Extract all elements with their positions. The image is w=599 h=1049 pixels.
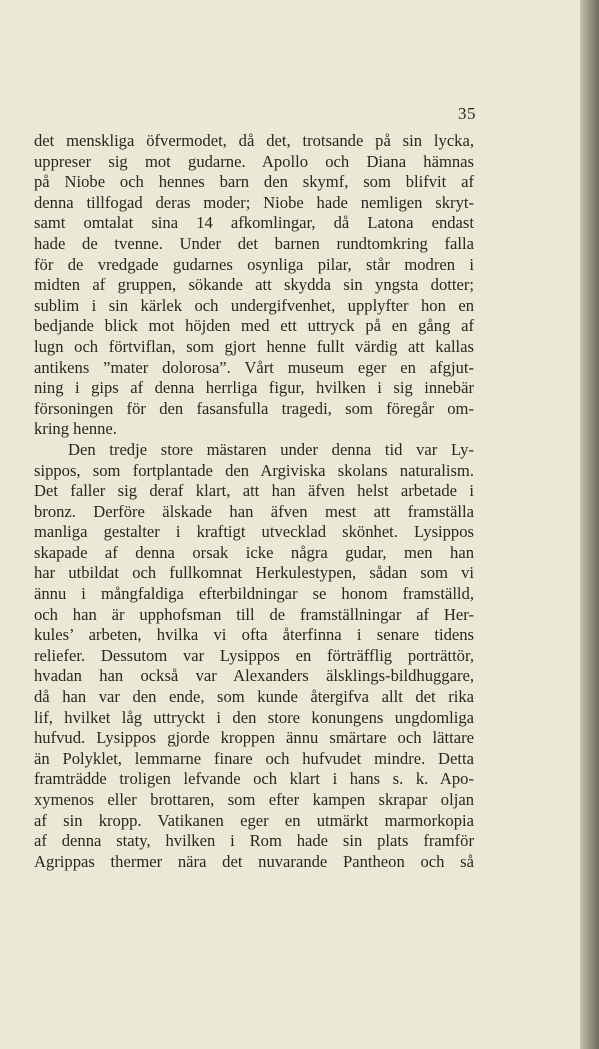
- text-line: Det faller sig deraf klart, att han äfven helst arbetade i: [34, 481, 474, 501]
- text-line: ännu i mångfaldiga efterbildningar se honom framställd,: [34, 584, 474, 604]
- text-line: framträdde troligen lefvande och klart i hans s. k. Apo-: [34, 769, 474, 789]
- body-text: [34, 131, 474, 872]
- text-line: hade de tvenne. Under det barnen rundtomkring falla: [34, 233, 474, 253]
- page-number: 35: [458, 104, 476, 123]
- text-line: då han var den ende, som kunde återgifva allt det rika: [34, 687, 474, 707]
- paragraph-1: [34, 131, 474, 440]
- text-line: uppreser sig mot gudarne. Apollo och Diana hämnas: [34, 151, 474, 171]
- text-line: försoningen för den fasansfulla tragedi, som föregår om-: [34, 398, 474, 418]
- text-line: kules’ arbeten, hvilka vi ofta återfinna i senare tidens: [34, 625, 474, 645]
- text-line: ning i gips af denna herrliga figur, hvilken i sig innebär: [34, 378, 474, 398]
- text-line: hufvud. Lysippos gjorde kroppen ännu smärtare och lättare: [34, 728, 474, 748]
- text-line: samt omtalat sina 14 afkomlingar, då Latona endast: [34, 213, 474, 233]
- text-line: midten af gruppen, sökande att skydda sin yngsta dotter;: [34, 275, 474, 295]
- text-line: har utbildat och fullkomnat Herkulestypen, sådan som vi: [34, 563, 474, 583]
- text-line: skapade af denna orsak icke några gudar, men han: [34, 542, 474, 562]
- text-line: af denna staty, hvilken i Rom hade sin plats framför: [34, 831, 474, 851]
- text-line: af sin kropp. Vatikanen eger en utmärkt marmorkopia: [34, 810, 474, 830]
- text-line: och han är upphofsman till de framställningar af Her-: [34, 604, 474, 624]
- text-line: hvadan han också var Alexanders älsklings-bildhuggare,: [34, 666, 474, 686]
- text-line: xymenos eller brottaren, som efter kampen skrapar oljan: [34, 790, 474, 809]
- text-line: Den tredje store mästaren under denna tid var Ly-: [68, 439, 474, 459]
- text-line: på Niobe och hennes barn den skymf, som blifvit af: [34, 172, 474, 192]
- text-line: det menskliga öfvermodet, då det, trotsande på sin lycka,: [34, 131, 474, 150]
- text-line: manliga gestalter i kraftigt utvecklad skönhet. Lysippos: [34, 522, 474, 542]
- text-line: sublim i sin kärlek och undergifvenhet, upplyfter hon en: [34, 295, 474, 315]
- text-line: lif, hvilket låg uttryckt i den store konungens ungdomliga: [34, 707, 474, 727]
- text-line: Agrippas thermer nära det nuvarande Pantheon och så: [34, 851, 474, 871]
- text-line: för de vredgade gudarnes osynliga pilar, står modren i: [34, 254, 474, 274]
- text-line: bronz. Derföre älskade han äfven mest att framställa: [34, 501, 474, 521]
- paragraph-2: [34, 440, 474, 872]
- text-line: lugn och förtviflan, som gjort henne fullt värdig att kallas: [34, 336, 474, 356]
- book-spine-edge: [580, 0, 599, 1049]
- text-line: reliefer. Dessutom var Lysippos en förträfflig porträttör,: [34, 645, 474, 665]
- text-line: sippos, som fortplantade den Argiviska skolans naturalism.: [34, 460, 474, 480]
- text-line: antikens ”mater dolorosa”. Vårt museum eger en afgjut-: [34, 357, 474, 377]
- text-line: kring henne.: [34, 419, 117, 439]
- text-line: än Polyklet, lemmarne finare och hufvudet mindre. Detta: [34, 748, 474, 768]
- text-line: denna tillfogad deras moder; Niobe hade nemligen skryt-: [34, 192, 474, 212]
- text-line: bedjande blick mot höjden med ett uttryck på en gång af: [34, 316, 474, 336]
